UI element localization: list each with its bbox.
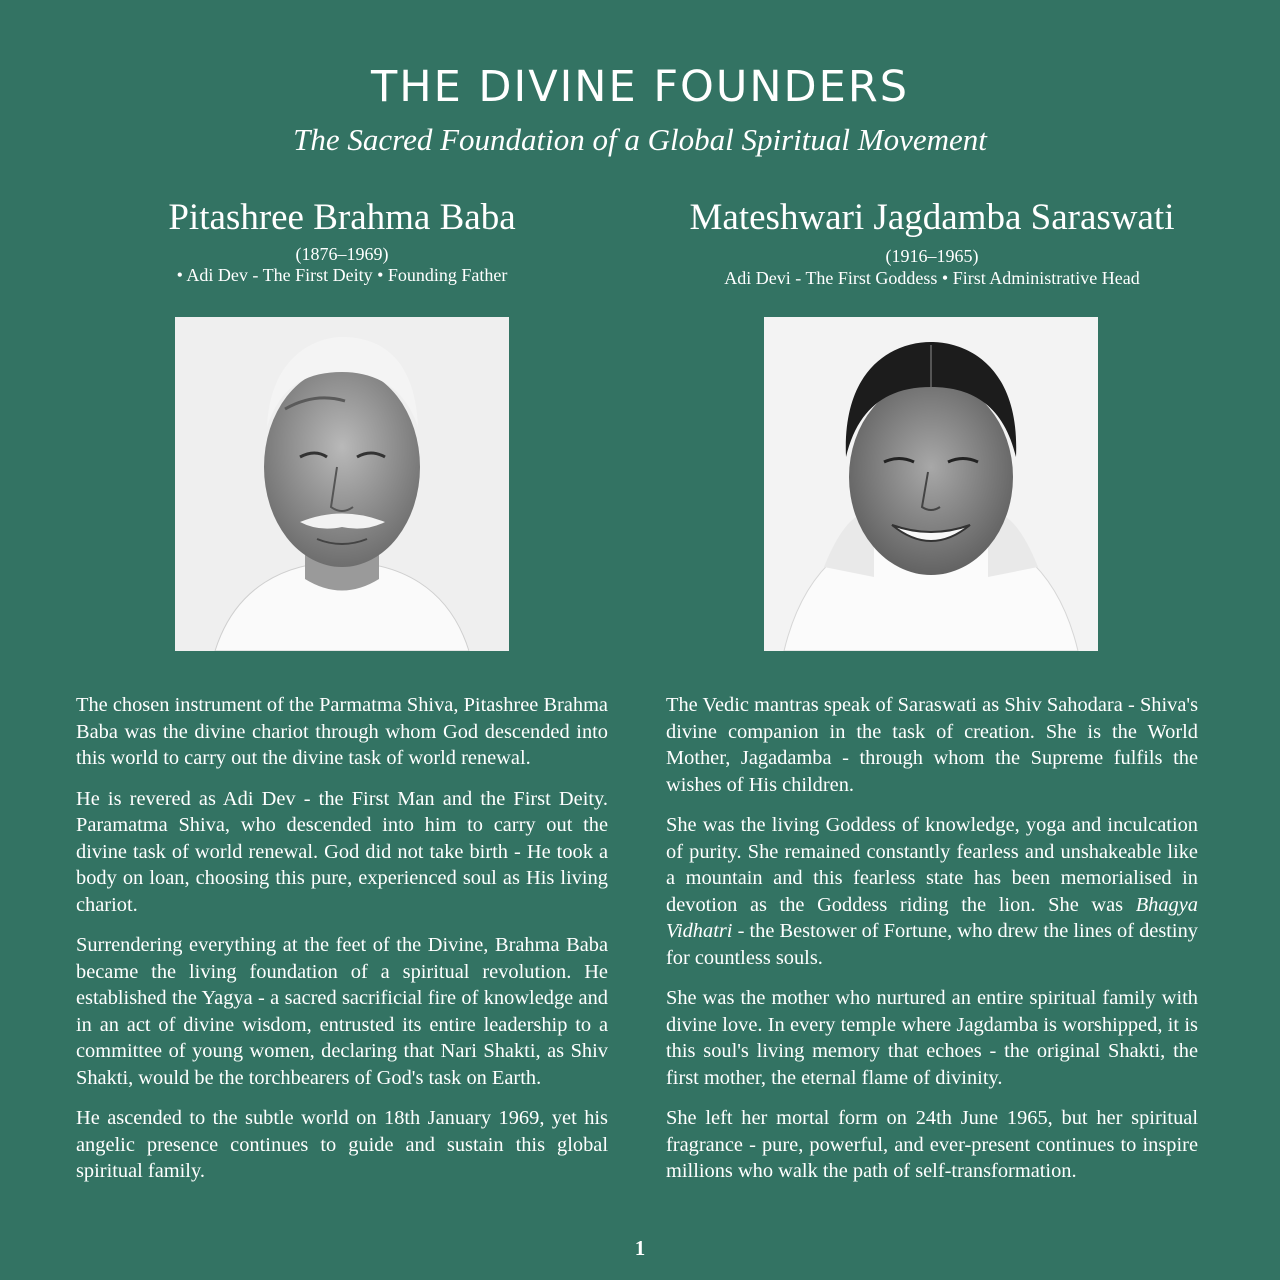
founder-name: Pitashree Brahma Baba	[168, 197, 516, 238]
founder-roles: • Adi Dev - The First Deity • Founding Father	[176, 265, 508, 285]
page-title: THE DIVINE FOUNDERS	[370, 62, 909, 112]
bio-paragraph: The Vedic mantras speak of Saraswati as Shiv Sahodara - Shiva's divine companion in the task of creation. She is the World Mother, Jagadamba - through whom the Supreme fulfils the wishes of His children.	[666, 694, 1198, 796]
bio-paragraph: She was the mother who nurtured an entire spiritual family with divine love. In every temple where Jagdamba is worshipped, it is this soul's living memory that echoes - the original Shakti, the first mother, the eternal flame of divinity.	[666, 987, 1198, 1089]
bio-paragraph: The chosen instrument of the Parmatma Shiva, Pitashree Brahma Baba was the divine chariot through whom God descended into this world to carry out the divine task of world renewal.	[76, 694, 608, 769]
founder-biography	[76, 692, 608, 1199]
bio-paragraph: He ascended to the subtle world on 18th January 1969, yet his angelic presence continues to guide and sustain this global spiritual family.	[76, 1107, 608, 1182]
portrait-man-image	[175, 317, 509, 651]
bio-paragraph: He is revered as Adi Dev - the First Man and the First Deity. Paramatma Shiva, who descended into him to carry out the divine task of world renewal. God did not take birth - He took a body on loan, choosing this pure, experienced soul as His living chariot.	[76, 787, 608, 916]
page-subtitle: The Sacred Foundation of a Global Spiritual Movement	[293, 122, 987, 157]
founder-roles: Adi Devi - The First Goddess • First Administrative Head	[724, 268, 1140, 288]
founder-dates: (1916–1965)	[885, 246, 979, 266]
bio-italic-term: Bhagya Vidhatri	[666, 893, 1198, 942]
bio-paragraph: Surrendering everything at the feet of the Divine, Brahma Baba became the living foundation of a spiritual revolution. He established the Yagya - a sacred sacrificial fire of knowledge and in an act of divine wisdom, entrusted its entire leadership to a committee of young women, declaring that Nari Shakti, as Shiv Shakti, would be the torchbearers of God's task on Earth.	[76, 934, 608, 1089]
page-number: 1	[634, 1236, 646, 1260]
bio-text: She was the living Goddess of knowledge, yoga and inculcation of purity. She remained constantly fearless and unshakeable like a mountain and this fearless state has been memorialised in devotion as the Goddess riding the lion. She was	[666, 814, 1198, 916]
bio-text: - the Bestower of Fortune, who drew the lines of destiny for countless souls.	[666, 920, 1198, 969]
portrait-photo	[764, 317, 1098, 651]
founder-name: Mateshwari Jagdamba Saraswati	[689, 197, 1175, 238]
portrait-woman-image	[764, 317, 1098, 651]
founder-dates: (1876–1969)	[295, 244, 389, 264]
founder-biography	[666, 692, 1198, 1199]
bio-paragraph-with-italic	[666, 812, 1198, 971]
bio-paragraph: She left her mortal form on 24th June 1965, but her spiritual fragrance - pure, powerful, and ever-present continues to inspire millions who walk the path of self-transformation.	[666, 1107, 1198, 1182]
portrait-photo	[175, 317, 509, 651]
